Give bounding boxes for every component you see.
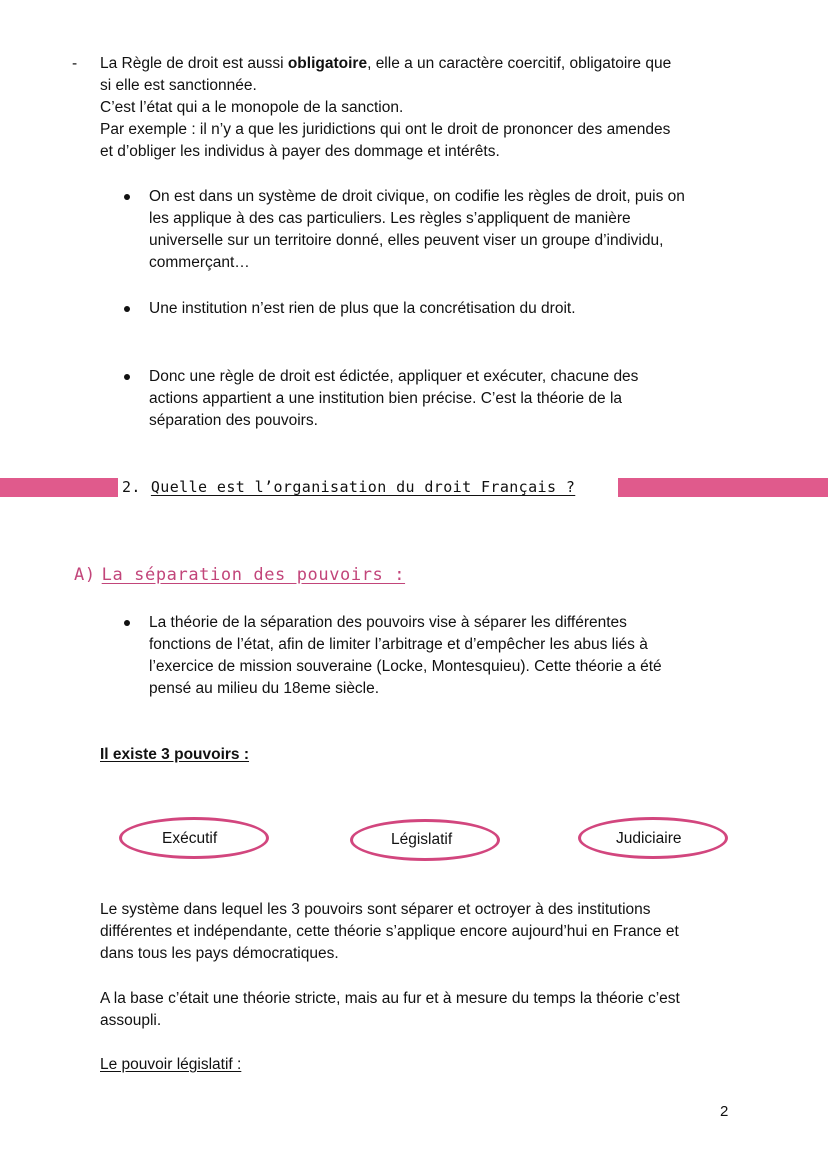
- bullet-line: séparation des pouvoirs.: [149, 412, 318, 429]
- bullet-dot: [124, 620, 130, 626]
- list-dash: -: [72, 55, 78, 72]
- section-title: Quelle est l’organisation du droit Français ?: [150, 478, 576, 496]
- paragraph-line: assoupli.: [100, 1012, 162, 1029]
- bullet-line: actions appartient a une institution bien précise. C’est la théorie de la: [149, 390, 623, 407]
- text-run: , elle a un caractère coercitif, obligatoire que: [367, 55, 672, 72]
- bold-term: obligatoire: [287, 55, 368, 72]
- subsection-title: La séparation des pouvoirs :: [101, 565, 406, 585]
- bullet-line: fonctions de l’état, afin de limiter l’arbitrage et d’empêcher les abus liés à: [149, 636, 648, 653]
- section-number: 2.: [122, 478, 141, 496]
- power-label-legislatif: Législatif: [391, 831, 453, 848]
- bullet-line: commerçant…: [149, 254, 250, 271]
- section-heading-2: [122, 476, 575, 498]
- power-label-judiciaire: Judiciaire: [616, 830, 682, 847]
- paragraph-line: si elle est sanctionnée.: [100, 77, 257, 94]
- bullet-line: Donc une règle de droit est édictée, appliquer et exécuter, chacune des: [149, 368, 639, 385]
- power-label-executif: Exécutif: [162, 830, 218, 847]
- bullet-line: On est dans un système de droit civique, on codifie les règles de droit, puis on: [149, 188, 685, 205]
- subsection-letter: A): [74, 565, 96, 585]
- paragraph-line: Le système dans lequel les 3 pouvoirs sont séparer et octroyer à des institutions: [100, 901, 651, 918]
- bullet-dot: [124, 194, 130, 200]
- heading-band-left: [0, 478, 118, 497]
- heading-band-right: [618, 478, 828, 497]
- bullet-dot: [124, 306, 130, 312]
- paragraph-line: [100, 53, 671, 75]
- legislatif-heading: Le pouvoir législatif :: [100, 1056, 242, 1073]
- bullet-dot: [124, 374, 130, 380]
- powers-heading: Il existe 3 pouvoirs :: [100, 746, 250, 763]
- bullet-line: Une institution n’est rien de plus que la concrétisation du droit.: [149, 300, 576, 317]
- bullet-line: l’exercice de mission souveraine (Locke, Montesquieu). Cette théorie a été: [149, 658, 662, 675]
- paragraph-line: et d’obliger les individus à payer des dommage et intérêts.: [100, 143, 500, 160]
- page-number: 2: [720, 1103, 729, 1120]
- paragraph-line: C’est l’état qui a le monopole de la sanction.: [100, 99, 404, 116]
- bullet-line: les applique à des cas particuliers. Les règles s’appliquent de manière: [149, 210, 631, 227]
- text-run: La Règle de droit est aussi: [100, 55, 288, 72]
- paragraph-line: Par exemple : il n’y a que les juridictions qui ont le droit de prononcer des amendes: [100, 121, 671, 138]
- paragraph-line: A la base c’était une théorie stricte, mais au fur et à mesure du temps la théorie c’est: [100, 990, 680, 1007]
- paragraph-line: dans tous les pays démocratiques.: [100, 945, 339, 962]
- bullet-line: universelle sur un territoire donné, elles peuvent viser un groupe d’individu,: [149, 232, 664, 249]
- subsection-heading-a: [74, 563, 405, 587]
- paragraph-line: différentes et indépendante, cette théorie s’applique encore aujourd’hui en France et: [100, 923, 679, 940]
- bullet-line: pensé au milieu du 18eme siècle.: [149, 680, 380, 697]
- bullet-line: La théorie de la séparation des pouvoirs vise à séparer les différentes: [149, 614, 627, 631]
